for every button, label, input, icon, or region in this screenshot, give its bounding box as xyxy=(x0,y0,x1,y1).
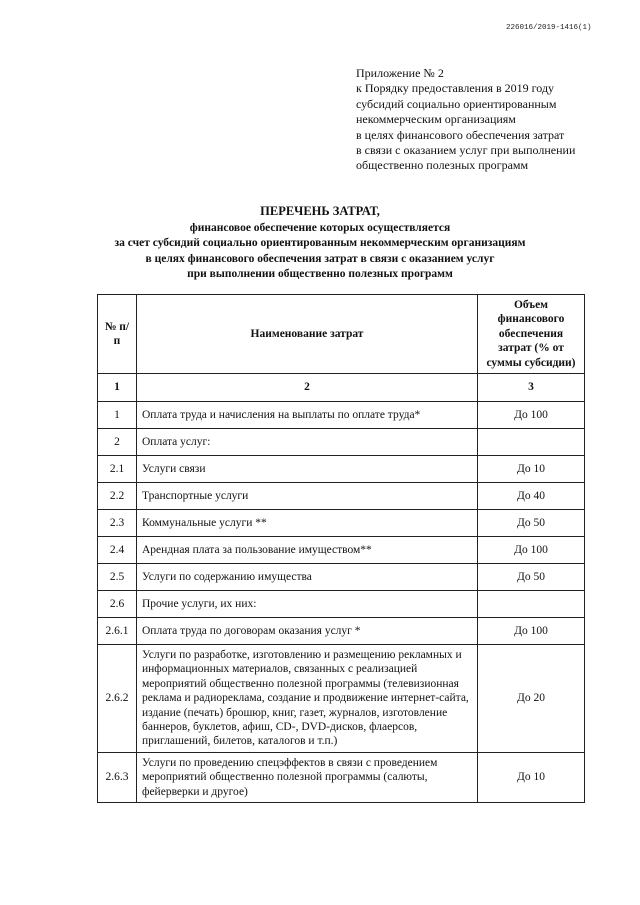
row-name: Транспортные услуги xyxy=(137,483,478,510)
appendix-line: в связи с оказанием услуг при выполнении xyxy=(356,143,576,158)
table-row xyxy=(98,618,585,645)
row-num: 1 xyxy=(98,402,137,429)
row-num: 2.6.3 xyxy=(98,752,137,802)
heading-line: финансовое обеспечение которых осуществляется xyxy=(189,221,451,234)
appendix-line: некоммерческим организациям xyxy=(356,112,516,127)
row-name: Услуги по проведению спецэффектов в связи с проведением мероприятий общественно полезной программы (салюты, фейерверки и другое) xyxy=(137,752,478,802)
header-share: Объем финансового обеспечения затрат (% от суммы субсидии) xyxy=(478,295,585,374)
row-name: Оплата труда и начисления на выплаты по оплате труда* xyxy=(137,402,478,429)
row-share: До 50 xyxy=(478,564,585,591)
row-name: Прочие услуги, их них: xyxy=(137,591,478,618)
table-row xyxy=(98,456,585,483)
row-share: До 100 xyxy=(478,618,585,645)
row-num: 2.2 xyxy=(98,483,137,510)
row-share xyxy=(478,591,585,618)
row-num: 2.6.1 xyxy=(98,618,137,645)
costs-table xyxy=(97,294,585,803)
row-share: До 100 xyxy=(478,402,585,429)
document-id: 226016/2019-1416(1) xyxy=(506,24,592,32)
table-row xyxy=(98,752,585,802)
heading-line: за счет субсидий социально ориентированным некоммерческим организациям xyxy=(114,237,526,250)
table-row xyxy=(98,537,585,564)
appendix-line: к Порядку предоставления в 2019 году xyxy=(356,81,555,96)
table-header-row xyxy=(98,295,585,374)
index-cell: 1 xyxy=(98,374,137,402)
row-num: 2 xyxy=(98,429,137,456)
index-cell: 2 xyxy=(137,374,478,402)
header-name: Наименование затрат xyxy=(137,295,478,374)
heading-title: ПЕРЕЧЕНЬ ЗАТРАТ, xyxy=(260,204,380,218)
index-cell: 3 xyxy=(478,374,585,402)
appendix-line: общественно полезных программ xyxy=(356,158,529,173)
row-num: 2.5 xyxy=(98,564,137,591)
header-num: № п/п xyxy=(98,295,137,374)
row-share: До 10 xyxy=(478,752,585,802)
row-share: До 100 xyxy=(478,537,585,564)
row-share xyxy=(478,429,585,456)
table-row xyxy=(98,402,585,429)
row-share: До 10 xyxy=(478,456,585,483)
document-heading xyxy=(60,204,580,283)
row-name: Коммунальные услуги ** xyxy=(137,510,478,537)
appendix-line: в целях финансового обеспечения затрат xyxy=(356,127,565,142)
table-row xyxy=(98,645,585,753)
table-row xyxy=(98,429,585,456)
table-row xyxy=(98,510,585,537)
row-share: До 40 xyxy=(478,483,585,510)
row-name: Услуги по разработке, изготовлению и размещению рекламных и информационных материалов, связанных с реализацией мероприятий общественно полезной программы (телевизионная реклама и радиореклама, создание и продвижение интернет-сайта, издание (печать) брошюр, книг, газет, журналов, изготовление баннеров, буклетов, афиш, CD-, DVD-дисков, флаерсов, приглашений, билетов, каталогов и т.п.) xyxy=(137,645,478,753)
column-index-row xyxy=(98,374,585,402)
row-share: До 20 xyxy=(478,645,585,753)
table-row xyxy=(98,564,585,591)
row-name: Арендная плата за пользование имуществом** xyxy=(137,537,478,564)
row-name: Услуги связи xyxy=(137,456,478,483)
table-row xyxy=(98,591,585,618)
row-num: 2.6.2 xyxy=(98,645,137,753)
row-num: 2.3 xyxy=(98,510,137,537)
row-share: До 50 xyxy=(478,510,585,537)
appendix-header xyxy=(356,66,626,174)
row-name: Оплата услуг: xyxy=(137,429,478,456)
row-num: 2.4 xyxy=(98,537,137,564)
heading-line: в целях финансового обеспечения затрат в связи с оказанием услуг xyxy=(145,252,495,265)
row-num: 2.6 xyxy=(98,591,137,618)
row-name: Услуги по содержанию имущества xyxy=(137,564,478,591)
table-row xyxy=(98,483,585,510)
row-num: 2.1 xyxy=(98,456,137,483)
row-name: Оплата труда по договорам оказания услуг * xyxy=(137,618,478,645)
heading-line: при выполнении общественно полезных программ xyxy=(187,268,453,281)
appendix-line: субсидий социально ориентированным xyxy=(356,96,557,111)
appendix-line: Приложение № 2 xyxy=(356,66,444,80)
